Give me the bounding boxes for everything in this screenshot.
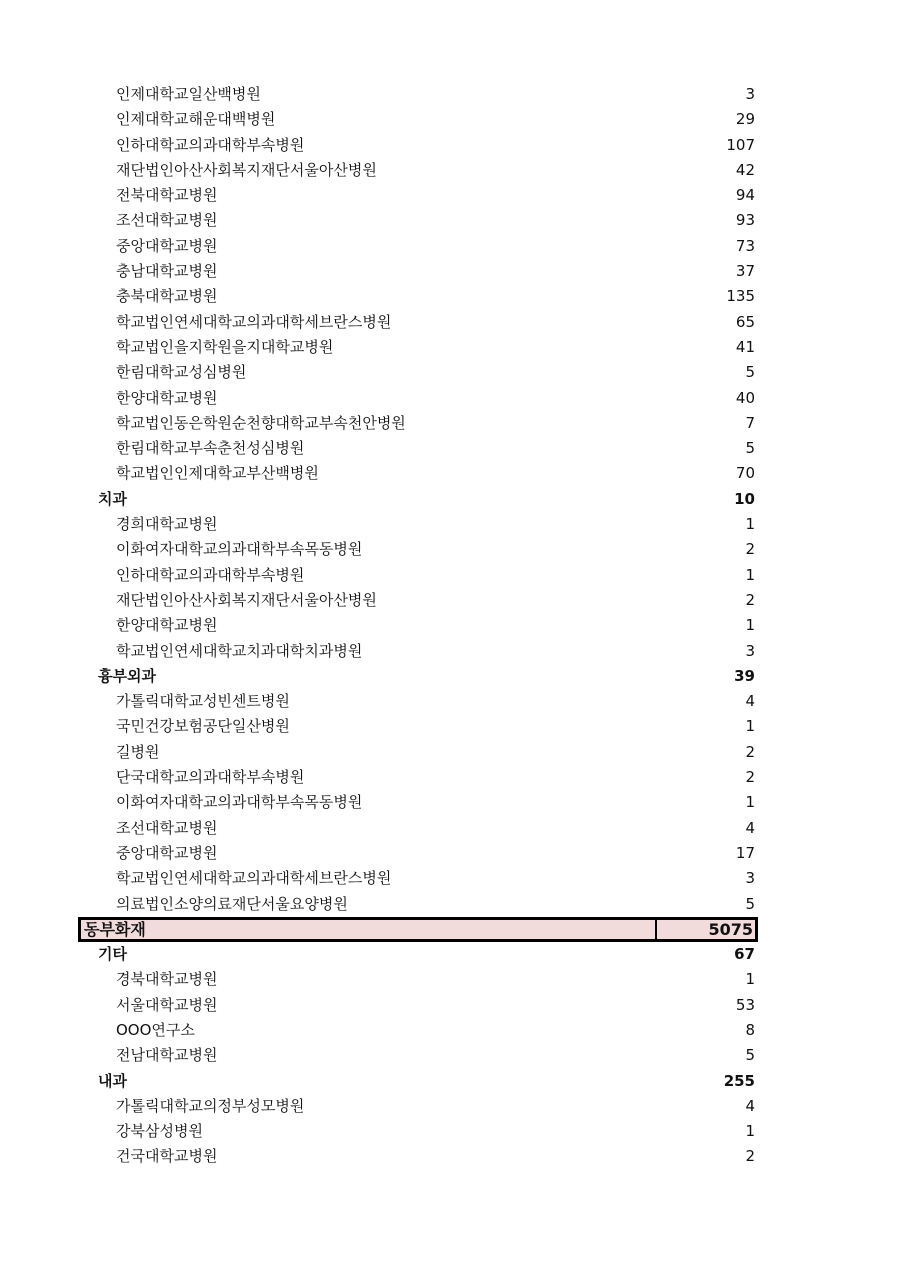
hospital-name: 이화여자대학교의과대학부속목동병원 [116, 793, 363, 812]
hospital-name: 학교법인을지학원을지대학교병원 [116, 337, 334, 356]
hospital-row [78, 183, 758, 208]
hospital-name: 한림대학교부속춘천성심병원 [116, 439, 305, 458]
hospital-name: 조선대학교병원 [116, 211, 218, 230]
department-count: 255 [723, 1071, 755, 1090]
department-name: 흉부외과 [98, 666, 156, 685]
hospital-name: 건국대학교병원 [116, 1147, 218, 1166]
hospital-name: 인제대학교일산백병원 [116, 85, 261, 103]
hospital-count: 1 [745, 515, 755, 534]
hospital-count: 3 [745, 641, 755, 660]
hospital-row [78, 689, 758, 714]
hospital-row [78, 993, 758, 1018]
department-name: 치과 [98, 489, 127, 508]
hospital-row [78, 790, 758, 815]
hospital-name: 전북대학교병원 [116, 186, 218, 205]
hospital-count: 94 [735, 186, 755, 205]
hospital-row [78, 841, 758, 866]
company-total-count: 5075 [655, 920, 755, 939]
hospital-count: 53 [735, 995, 755, 1014]
hospital-row [78, 1119, 758, 1144]
hospital-name: 한양대학교병원 [116, 616, 218, 635]
hospital-row [78, 208, 758, 233]
department-name: 내과 [98, 1071, 127, 1090]
hospital-name: 충북대학교병원 [116, 287, 218, 306]
hospital-name: 인하대학교의과대학부속병원 [116, 565, 305, 584]
company-name: 동부화재 [84, 919, 146, 939]
hospital-row [78, 892, 758, 917]
data-table [78, 82, 758, 1170]
department-row [78, 664, 758, 689]
hospital-count: 70 [735, 464, 755, 483]
hospital-count: 3 [745, 85, 755, 103]
hospital-count: 135 [726, 287, 755, 306]
hospital-count: 2 [745, 540, 755, 559]
hospital-count: 37 [735, 262, 755, 281]
department-count: 67 [734, 945, 755, 964]
hospital-row [78, 234, 758, 259]
hospital-count: 4 [745, 818, 755, 837]
hospital-count: 5 [745, 894, 755, 913]
hospital-count: 4 [745, 692, 755, 711]
hospital-name: 인제대학교해운대백병원 [116, 110, 276, 129]
hospital-count: 2 [745, 742, 755, 761]
hospital-count: 73 [735, 236, 755, 255]
hospital-count: 4 [745, 1096, 755, 1115]
hospital-count: 1 [745, 1122, 755, 1141]
hospital-row [78, 436, 758, 461]
hospital-name: 학교법인연세대학교치과대학치과병원 [116, 641, 363, 660]
hospital-name: 국민건강보험공단일산병원 [116, 717, 290, 736]
hospital-row [78, 158, 758, 183]
department-count: 10 [734, 489, 755, 508]
hospital-count: 2 [745, 590, 755, 609]
hospital-name: OOO연구소 [116, 1020, 195, 1039]
hospital-row [78, 866, 758, 891]
hospital-row [78, 967, 758, 992]
department-count: 39 [734, 666, 755, 685]
hospital-name: 가톨릭대학교의정부성모병원 [116, 1096, 305, 1115]
hospital-name: 단국대학교의과대학부속병원 [116, 768, 305, 787]
hospital-count: 1 [745, 970, 755, 989]
hospital-row [78, 82, 758, 107]
hospital-row [78, 765, 758, 790]
hospital-name: 강북삼성병원 [116, 1122, 203, 1141]
hospital-row [78, 360, 758, 385]
hospital-row [78, 613, 758, 638]
hospital-count: 1 [745, 616, 755, 635]
hospital-row [78, 133, 758, 158]
hospital-name: 경북대학교병원 [116, 970, 218, 989]
hospital-count: 40 [735, 388, 755, 407]
hospital-row [78, 335, 758, 360]
hospital-name: 서울대학교병원 [116, 995, 218, 1014]
hospital-name: 전남대학교병원 [116, 1046, 218, 1065]
hospital-name: 길병원 [116, 742, 160, 761]
hospital-row [78, 1043, 758, 1068]
department-row [78, 1069, 758, 1094]
hospital-count: 1 [745, 717, 755, 736]
hospital-count: 65 [735, 312, 755, 331]
hospital-name: 경희대학교병원 [116, 515, 218, 534]
hospital-count: 107 [726, 135, 755, 154]
hospital-name: 한양대학교병원 [116, 388, 218, 407]
hospital-name: 학교법인연세대학교의과대학세브란스병원 [116, 312, 392, 331]
hospital-row [78, 461, 758, 486]
hospital-row [78, 537, 758, 562]
hospital-name: 가톨릭대학교성빈센트병원 [116, 692, 290, 711]
hospital-count: 41 [735, 337, 755, 356]
hospital-count: 5 [745, 363, 755, 382]
hospital-row [78, 816, 758, 841]
hospital-name: 학교법인연세대학교의과대학세브란스병원 [116, 869, 392, 888]
hospital-count: 8 [745, 1020, 755, 1039]
hospital-row [78, 512, 758, 537]
hospital-name: 의료법인소양의료재단서울요양병원 [116, 894, 348, 913]
hospital-row [78, 259, 758, 284]
hospital-name: 한림대학교성심병원 [116, 363, 247, 382]
hospital-row [78, 588, 758, 613]
hospital-count: 2 [745, 1147, 755, 1166]
hospital-row [78, 639, 758, 664]
hospital-count: 42 [735, 160, 755, 179]
hospital-row [78, 310, 758, 335]
hospital-row [78, 740, 758, 765]
hospital-row [78, 1094, 758, 1119]
hospital-name: 중앙대학교병원 [116, 236, 218, 255]
hospital-name: 이화여자대학교의과대학부속목동병원 [116, 540, 363, 559]
hospital-row [78, 107, 758, 132]
hospital-row [78, 714, 758, 739]
hospital-count: 1 [745, 565, 755, 584]
hospital-row [78, 1144, 758, 1169]
department-row [78, 487, 758, 512]
hospital-name: 학교법인동은학원순천향대학교부속천안병원 [116, 413, 406, 432]
hospital-name: 학교법인인제대학교부산백병원 [116, 464, 319, 483]
department-row [78, 942, 758, 967]
company-total-row [78, 917, 758, 942]
hospital-count: 5 [745, 439, 755, 458]
hospital-row [78, 563, 758, 588]
hospital-name: 충남대학교병원 [116, 262, 218, 281]
hospital-name: 재단법인아산사회복지재단서울아산병원 [116, 590, 377, 609]
hospital-count: 7 [745, 413, 755, 432]
hospital-row [78, 411, 758, 436]
hospital-count: 3 [745, 869, 755, 888]
hospital-row [78, 1018, 758, 1043]
hospital-count: 17 [735, 843, 755, 862]
hospital-name: 인하대학교의과대학부속병원 [116, 135, 305, 154]
hospital-count: 29 [735, 110, 755, 129]
hospital-count: 93 [735, 211, 755, 230]
hospital-name: 재단법인아산사회복지재단서울아산병원 [116, 160, 377, 179]
hospital-name: 조선대학교병원 [116, 818, 218, 837]
hospital-count: 2 [745, 768, 755, 787]
hospital-count: 5 [745, 1046, 755, 1065]
department-name: 기타 [98, 945, 127, 964]
hospital-count: 1 [745, 793, 755, 812]
hospital-row [78, 284, 758, 309]
hospital-name: 중앙대학교병원 [116, 843, 218, 862]
hospital-row [78, 386, 758, 411]
